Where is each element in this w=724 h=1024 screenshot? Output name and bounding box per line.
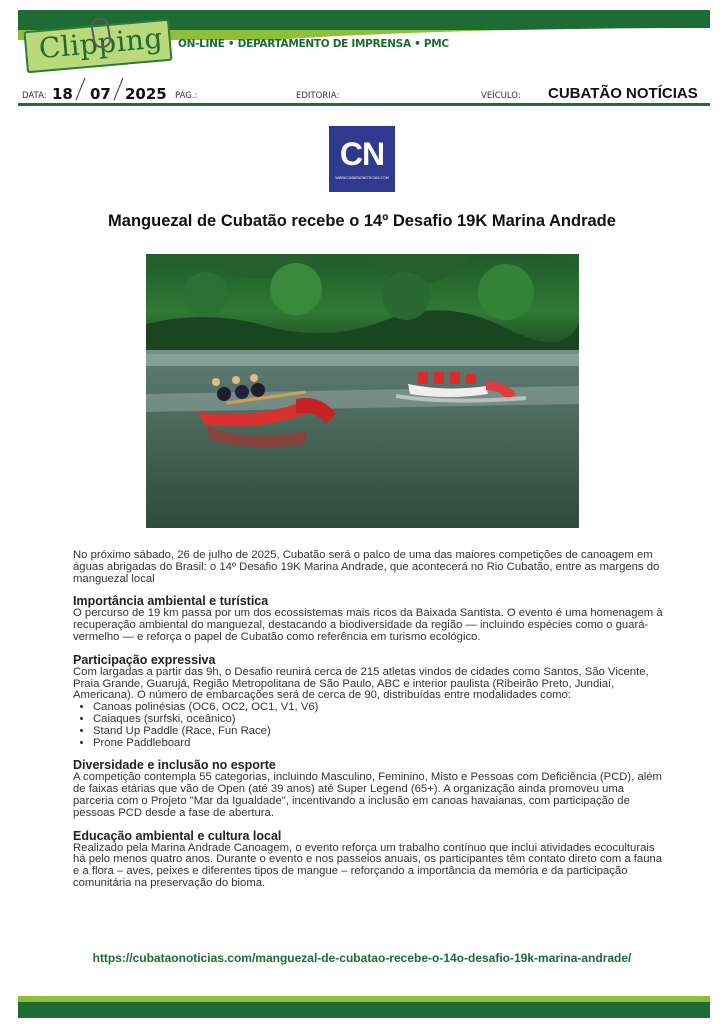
- list-item: • Prone Paddleboard: [93, 738, 663, 750]
- logo-url: WWW.CUBATAONOTICIAS.COM: [335, 176, 389, 180]
- cubatao-noticias-logo: [329, 126, 395, 192]
- list-item: • Caiaques (surfski, oceânico): [93, 714, 663, 726]
- section-title: Participação expressiva: [73, 652, 216, 667]
- article-body: [73, 550, 663, 890]
- clipping-badge-label: Clipping: [37, 21, 165, 66]
- section-body: A competição contempla 55 categorias, incluindo Masculino, Feminino, Misto e Pessoas com Deficiência (PCD), além de faixas etárias que vão de Open (até 39 anos) até Super Legend (65+). A organização ainda promoveu uma parceria com o Projeto "Mar da Igualdade", incentivando a inclusão em canoas havaianas, com participação de pessoas PCD desde a fase de abertura.: [73, 771, 662, 819]
- section-title: Importância ambiental e turística: [73, 594, 269, 609]
- editorial-label: EDITORIA:: [296, 91, 340, 101]
- header-rule: [18, 103, 710, 106]
- logo-mark: CN: [339, 136, 385, 172]
- section-body: Com largadas a partir das 9h, o Desafio reunirá cerca de 215 atletas vindos de cidades como Santos, São Vicente, Praia Grande, Guarujá, Região Metropolitana de São Paulo, ABC e interior paulista (Ribeirão Preto, Jundiaí, Americana). O número de embarcações será de cerca de 90, distribuídas entre modalidades como:: [73, 665, 649, 702]
- modality-list: [73, 702, 663, 749]
- vehicle-name: CUBATÃO NOTÍCIAS: [548, 85, 698, 102]
- date-day: 18: [52, 85, 73, 103]
- section-body: O percurso de 19 km passa por um dos ecossistemas mais ricos da Baixada Santista. O evento é uma homenagem à recuperação ambiental do manguezal, destacando a biodiversidade da região — incluindo espécies como o guará-vermelho — e reforça o papel de Cubatão como referência em turismo ecológico.: [73, 607, 663, 643]
- department-title: ON-LINE • DEPARTAMENTO DE IMPRENSA • PMC: [178, 38, 449, 50]
- page-label: PÁG.:: [175, 91, 198, 101]
- section-title: Educação ambiental e cultura local: [73, 828, 282, 843]
- vehicle-label: VEÍCULO:: [481, 91, 521, 101]
- article-photo: [146, 254, 579, 528]
- list-item: • Canoas polinésias (OC6, OC2, OC1, V1, V6): [93, 702, 663, 714]
- footer-band: [18, 1002, 710, 1018]
- article-intro: No próximo sábado, 26 de julho de 2025, Cubatão será o palco de uma das maiores competições de canoagem em águas abrigadas do Brasil: o 14º Desafio 19K Marina Andrade, que acontecerá no Rio Cubatão, entre as margens do manguezal local: [73, 549, 660, 585]
- list-item: • Stand Up Paddle (Race, Fun Race): [93, 726, 663, 738]
- section-title: Diversidade e inclusão no esporte: [73, 758, 276, 773]
- date-month: 07: [90, 85, 111, 103]
- date-year: 2025: [125, 85, 167, 103]
- date-label: DATA:: [22, 91, 47, 101]
- article-headline: Manguezal de Cubatão recebe o 14º Desafio 19K Marina Andrade: [108, 212, 616, 230]
- date-separator: [114, 78, 124, 101]
- date-separator: [76, 78, 86, 101]
- section-body: Realizado pela Marina Andrade Canoagem, o evento reforça um trabalho contínuo que inclui atividades ecoculturais há pelo menos quatro anos. Durante o evento e nos passeios anuais, os participantes têm contato direto com a fauna e a flora – aves, peixes e diferentes tipos de mangue – reforçando a importância da memória e da participação comunitária na preservação do bioma.: [73, 841, 663, 889]
- clipping-meta: [20, 80, 710, 104]
- source-link[interactable]: https://cubataonoticias.com/manguezal-de-cubatao-recebe-o-14o-desafio-19k-marina-andrade/: [92, 951, 632, 965]
